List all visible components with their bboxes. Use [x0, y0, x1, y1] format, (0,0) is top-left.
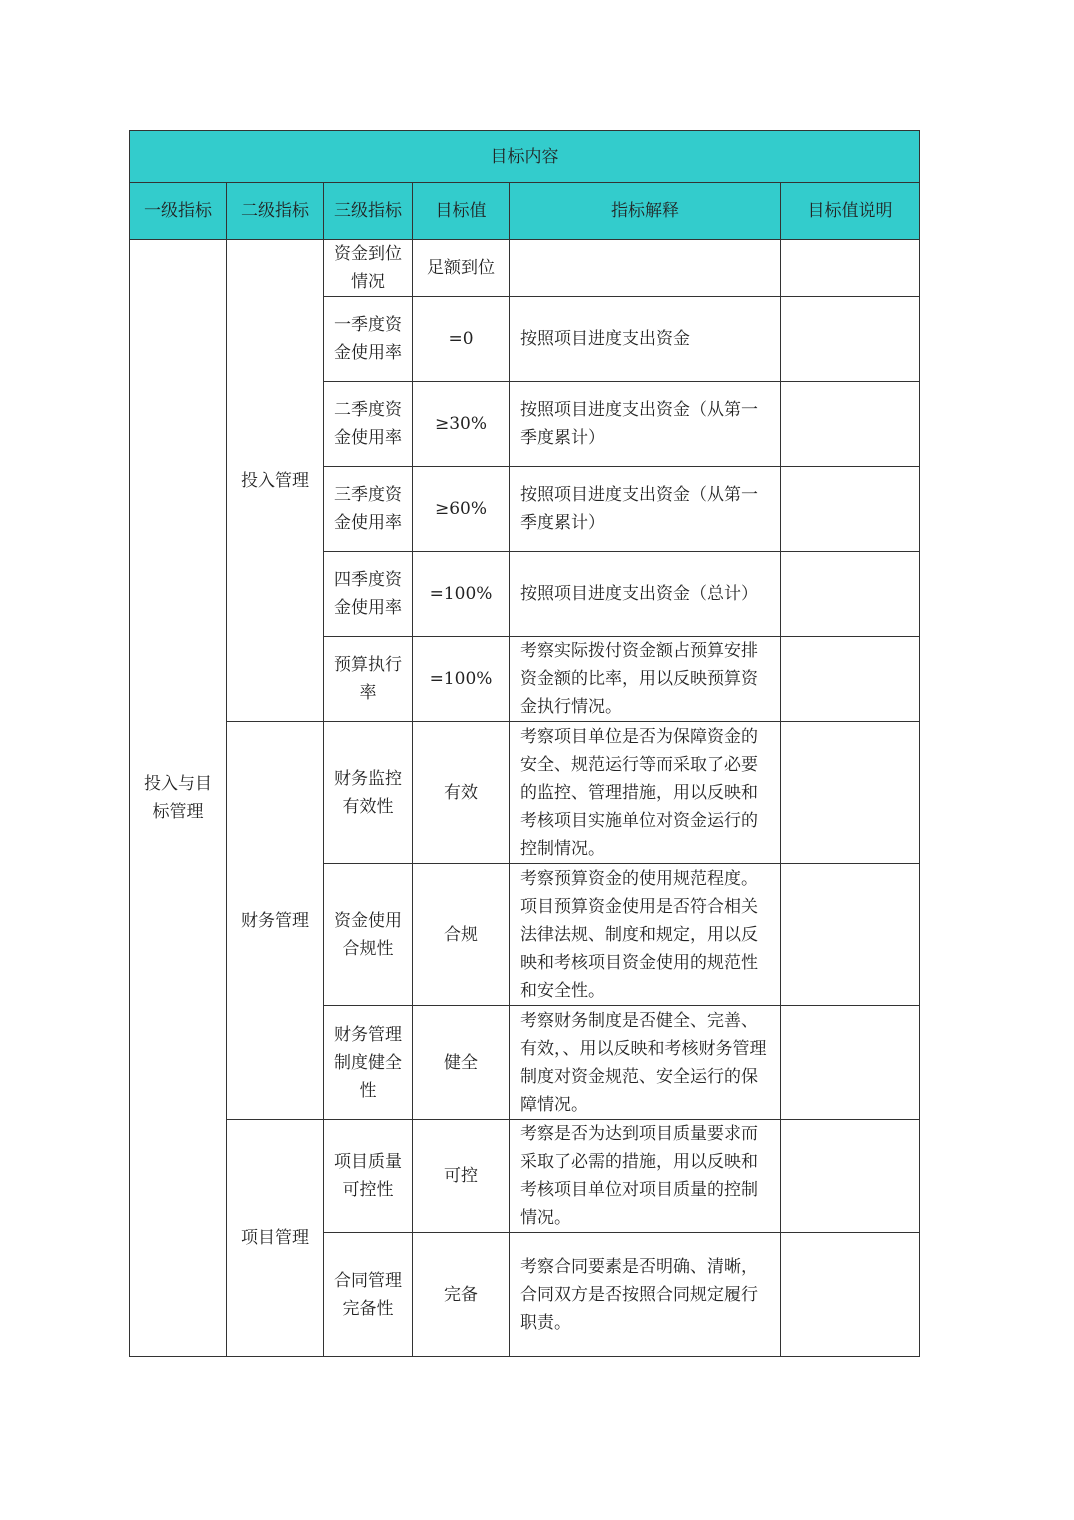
- explain-cell: 考察项目单位是否为保障资金的安全、规范运行等而采取了必要的监控、管理措施，用以反映和考核项目实施单位对资金运行的控制情况。: [510, 722, 781, 864]
- note-cell: [781, 864, 920, 1006]
- note-cell: [781, 297, 920, 382]
- level3-cell: 项目质量可控性: [324, 1120, 413, 1233]
- target-cell: =100%: [413, 552, 510, 637]
- explain-cell: 考察合同要素是否明确、清晰，合同双方是否按照合同规定履行职责。: [510, 1233, 781, 1357]
- level3-cell: 财务监控有效性: [324, 722, 413, 864]
- level2-cell: 项目管理: [227, 1120, 324, 1357]
- target-cell: 有效: [413, 722, 510, 864]
- target-cell: =100%: [413, 637, 510, 722]
- header-level3: 三级指标: [324, 183, 413, 240]
- note-cell: [781, 1233, 920, 1357]
- level2-cell: 财务管理: [227, 722, 324, 1120]
- explain-cell: 考察预算资金的使用规范程度。项目预算资金使用是否符合相关法律法规、制度和规定，用以反映和考核项目资金使用的规范性和安全性。: [510, 864, 781, 1006]
- table-row: [130, 1120, 920, 1233]
- target-cell: ≥30%: [413, 382, 510, 467]
- target-cell: ≥60%: [413, 467, 510, 552]
- header-note: 目标值说明: [781, 183, 920, 240]
- table-row: [130, 722, 920, 864]
- level3-cell: 四季度资金使用率: [324, 552, 413, 637]
- header-level2: 二级指标: [227, 183, 324, 240]
- note-cell: [781, 637, 920, 722]
- explain-cell: [510, 240, 781, 297]
- note-cell: [781, 467, 920, 552]
- level3-cell: 一季度资金使用率: [324, 297, 413, 382]
- level3-cell: 资金到位情况: [324, 240, 413, 297]
- level3-cell: 合同管理完备性: [324, 1233, 413, 1357]
- explain-cell: 按照项目进度支出资金（总计）: [510, 552, 781, 637]
- header-level1: 一级指标: [130, 183, 227, 240]
- level2-cell: 投入管理: [227, 240, 324, 722]
- target-cell: 可控: [413, 1120, 510, 1233]
- target-cell: 合规: [413, 864, 510, 1006]
- table-title: 目标内容: [130, 131, 920, 183]
- level3-cell: 二季度资金使用率: [324, 382, 413, 467]
- header-explain: 指标解释: [510, 183, 781, 240]
- target-content-table: [129, 130, 920, 1357]
- explain-cell: 按照项目进度支出资金（从第一季度累计）: [510, 382, 781, 467]
- target-cell: 健全: [413, 1006, 510, 1120]
- target-cell: 足额到位: [413, 240, 510, 297]
- note-cell: [781, 240, 920, 297]
- target-cell: =0: [413, 297, 510, 382]
- level3-cell: 财务管理制度健全性: [324, 1006, 413, 1120]
- explain-cell: 按照项目进度支出资金（从第一季度累计）: [510, 467, 781, 552]
- explain-cell: 按照项目进度支出资金: [510, 297, 781, 382]
- level1-cell: 投入与目标管理: [130, 240, 227, 1357]
- level3-cell: 预算执行率: [324, 637, 413, 722]
- header-target: 目标值: [413, 183, 510, 240]
- level3-cell: 资金使用合规性: [324, 864, 413, 1006]
- table-row: [130, 240, 920, 297]
- target-cell: 完备: [413, 1233, 510, 1357]
- note-cell: [781, 552, 920, 637]
- note-cell: [781, 382, 920, 467]
- explain-cell: 考察实际拨付资金额占预算安排资金额的比率，用以反映预算资金执行情况。: [510, 637, 781, 722]
- note-cell: [781, 1006, 920, 1120]
- level3-cell: 三季度资金使用率: [324, 467, 413, 552]
- note-cell: [781, 722, 920, 864]
- note-cell: [781, 1120, 920, 1233]
- explain-cell: 考察财务制度是否健全、完善、有效，、用以反映和考核财务管理制度对资金规范、安全运行的保障情况。: [510, 1006, 781, 1120]
- explain-cell: 考察是否为达到项目质量要求而采取了必需的措施，用以反映和考核项目单位对项目质量的控制情况。: [510, 1120, 781, 1233]
